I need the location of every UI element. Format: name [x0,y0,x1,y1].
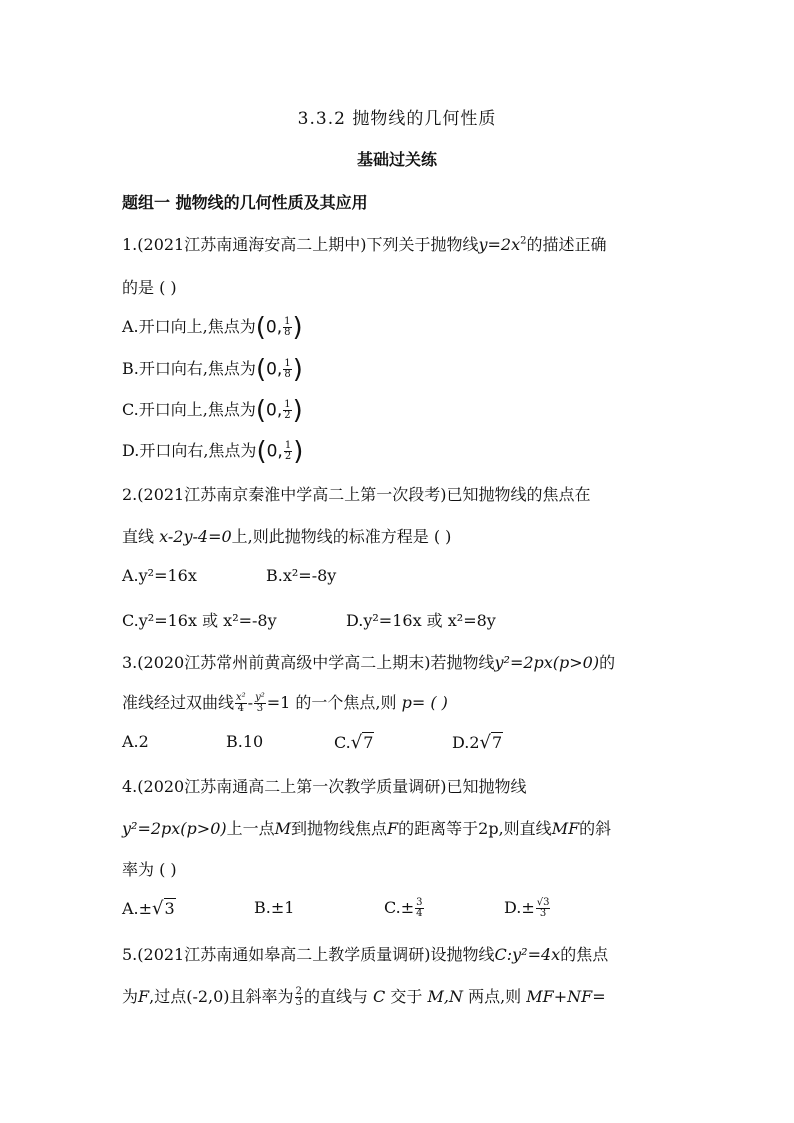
question-4-option-c[interactable]: C.± $\frac{3}{4}$ [384,897,423,919]
question-4-option-a[interactable]: A.±√3 [122,898,175,919]
question-1-option-a[interactable]: A.开口向上,焦点为(0, $\frac{1}{8}$ ) [122,312,303,343]
question-4-line-2: y²=2px(p>0)上一点M到抛物线焦点F的距离等于2p,则直线MF的斜 [122,819,612,838]
question-2-option-d[interactable]: D.y²=16x 或 x²=8y [346,611,496,630]
question-3-option-a[interactable]: A.2 [122,732,149,751]
question-3-option-d[interactable]: D.2√7 [452,732,503,753]
question-2-line-1: 2.(2021江苏南京秦淮中学高二上第一次段考)已知抛物线的焦点在 [122,485,591,504]
question-2-option-a[interactable]: A.y²=16x [122,566,197,585]
question-4-option-b[interactable]: B.±1 [254,898,295,917]
question-group-heading: 题组一 抛物线的几何性质及其应用 [122,193,368,212]
question-4-line-3: 率为 ( ) [122,860,177,879]
q1-equation: y=2x [478,235,521,254]
question-1-option-b[interactable]: B.开口向右,焦点为(0, $\frac{1}{8}$ ) [122,354,303,385]
question-3-option-c[interactable]: C.√7 [334,732,374,753]
question-5-line-1: 5.(2021江苏南通如皋高二上教学质量调研)设抛物线C:y²=4x的焦点 [122,945,609,964]
question-1-option-c[interactable]: C.开口向上,焦点为(0, $\frac{1}{2}$ ) [122,395,303,426]
question-4-line-1: 4.(2020江苏南通高二上第一次教学质量调研)已知抛物线 [122,777,527,796]
question-2-line-2: 直线 x-2y-4=0上,则此抛物线的标准方程是 ( ) [122,527,452,546]
question-5-line-2: 为F,过点(-2,0)且斜率为 $\frac{2}{3}$ 的直线与 C 交于 M,N 两点,则 MF+NF= [122,986,606,1008]
question-3-line-2: 准线经过双曲线 $\frac{\text{x²}}{4}$ - $\frac{\text{y²}}{3}$ =1 的一个焦点,则 p= ( ) [122,692,448,714]
question-1-line-2: 的是 ( ) [122,278,177,297]
question-4-option-d[interactable]: D.± $\frac{√3}{3}$ [504,897,550,919]
question-2-option-c[interactable]: C.y²=16x 或 x²=-8y [122,611,277,630]
question-3-line-1: 3.(2020江苏常州前黄高级中学高二上期末)若抛物线y²=2px(p>0)的 [122,653,616,672]
question-2-option-b[interactable]: B.x²=-8y [266,566,337,585]
question-1-line-1: 1.(2021江苏南通海安高二上期中)下列关于抛物线$y=2x^2$的描述正确 [122,235,607,254]
section-subtitle: 基础过关练 [356,150,437,169]
question-3-option-b[interactable]: B.10 [226,732,264,751]
question-1-option-d[interactable]: D.开口向右,焦点为(0, $\frac{1}{2}$ ) [122,436,304,467]
page-title: 3.3.2 抛物线的几何性质 [297,109,497,129]
